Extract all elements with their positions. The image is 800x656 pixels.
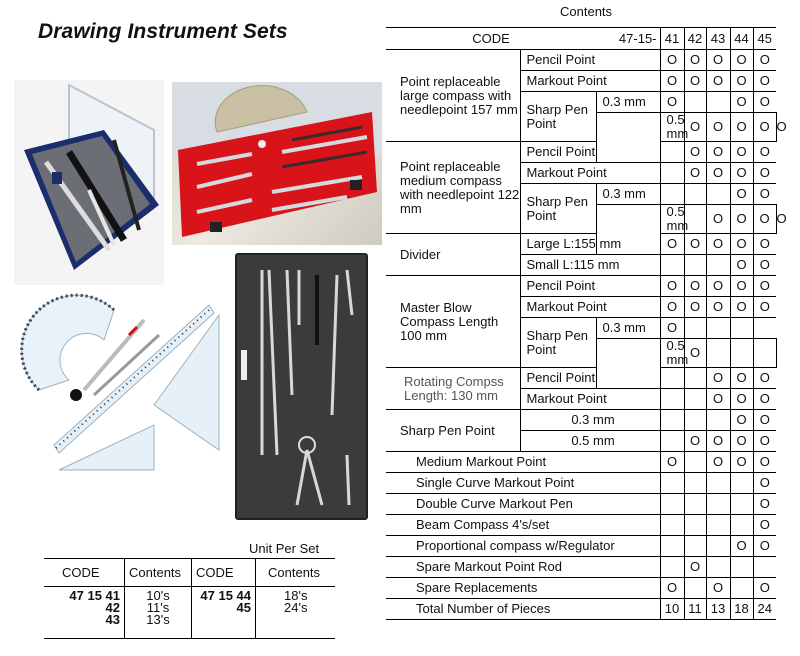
size-label: 0.3 mm xyxy=(596,318,660,339)
code-value: 43 xyxy=(105,612,120,627)
mark-cell: O xyxy=(730,113,753,142)
mark-cell xyxy=(684,318,706,339)
mark-cell: O xyxy=(753,297,776,318)
mark-cell: O xyxy=(706,368,730,389)
mark-cell xyxy=(684,184,706,205)
mark-cell: O xyxy=(684,557,706,578)
size-label: 0.5 mm xyxy=(520,431,660,452)
item-label: Beam Compass 4's/set xyxy=(386,515,660,536)
mark-cell xyxy=(706,515,730,536)
mark-cell xyxy=(660,184,684,205)
table-row xyxy=(386,276,776,297)
size-label: 0.3 mm xyxy=(596,92,660,113)
col-43: 43 xyxy=(706,28,730,50)
sub-label: Large L:155 mm xyxy=(520,234,660,255)
mark-cell: O xyxy=(706,50,730,71)
sub-label: Pencil Point xyxy=(520,276,660,297)
sub-label: Markout Point xyxy=(520,389,660,410)
mark-cell: O xyxy=(730,50,753,71)
item-label: Single Curve Markout Point xyxy=(386,473,660,494)
mark-cell xyxy=(753,339,776,368)
mark-cell: 11 xyxy=(684,599,706,620)
mark-cell: O xyxy=(730,410,753,431)
sub-label: Markout Point xyxy=(520,297,660,318)
mark-cell: O xyxy=(730,431,753,452)
mark-cell: O xyxy=(753,515,776,536)
mark-cell: O xyxy=(753,578,776,599)
mark-cell: O xyxy=(753,255,776,276)
mark-cell: O xyxy=(753,368,776,389)
mark-cell: O xyxy=(706,276,730,297)
mark-cell: O xyxy=(706,163,730,184)
mark-cell: O xyxy=(660,92,684,113)
sub-label: Markout Point xyxy=(520,163,660,184)
mark-cell xyxy=(660,431,684,452)
mark-cell: O xyxy=(730,142,753,163)
mark-cell xyxy=(706,255,730,276)
mark-cell: O xyxy=(684,71,706,92)
mark-cell xyxy=(660,255,684,276)
mark-cell: 24 xyxy=(753,599,776,620)
mark-cell: O xyxy=(730,184,753,205)
mark-cell: O xyxy=(753,494,776,515)
contents-value: 11's xyxy=(146,600,170,615)
right-codes xyxy=(192,587,256,639)
mark-cell: O xyxy=(753,163,776,184)
unit-per-set-table xyxy=(44,558,335,639)
mark-cell xyxy=(753,318,776,339)
mark-cell: O xyxy=(753,452,776,473)
mark-cell xyxy=(753,557,776,578)
mark-cell: O xyxy=(706,234,730,255)
mark-cell: O xyxy=(706,431,730,452)
mark-cell xyxy=(684,452,706,473)
mark-cell: O xyxy=(753,205,776,234)
mark-cell: O xyxy=(684,113,706,142)
mark-cell: O xyxy=(684,276,706,297)
mark-cell: O xyxy=(706,297,730,318)
col-45: 45 xyxy=(753,28,776,50)
mark-cell: O xyxy=(730,71,753,92)
mark-cell xyxy=(730,473,753,494)
item-label: Spare Markout Point Rod xyxy=(386,557,660,578)
left-contents xyxy=(125,587,192,639)
contents-value: 18's xyxy=(284,588,308,603)
right-contents xyxy=(256,587,336,639)
table-row xyxy=(386,515,776,536)
group-label: Sharp Pen Point xyxy=(386,410,520,452)
col-41: 41 xyxy=(660,28,684,50)
unit-per-set-caption: Unit Per Set xyxy=(249,541,320,556)
mark-cell: O xyxy=(706,205,730,234)
mark-cell xyxy=(684,578,706,599)
page-title: Drawing Instrument Sets xyxy=(38,20,288,43)
mark-cell: O xyxy=(660,276,684,297)
table-row xyxy=(386,234,776,255)
mark-cell: O xyxy=(684,339,706,368)
mark-cell: O xyxy=(753,276,776,297)
mark-cell xyxy=(706,410,730,431)
mark-cell: O xyxy=(660,71,684,92)
mark-cell xyxy=(706,184,730,205)
mark-cell: O xyxy=(660,452,684,473)
mark-cell: O xyxy=(730,234,753,255)
mark-cell: O xyxy=(660,50,684,71)
group-label: Divider xyxy=(386,234,520,276)
mark-cell: O xyxy=(753,71,776,92)
mark-cell xyxy=(730,557,753,578)
contents-caption: Contents xyxy=(560,4,613,19)
mark-cell xyxy=(706,339,730,368)
header-contents: Contents xyxy=(125,559,192,587)
size-label: 0.3 mm xyxy=(596,184,660,205)
sub-label: Pencil Point xyxy=(520,50,660,71)
mark-cell: 18 xyxy=(730,599,753,620)
item-label: Double Curve Markout Pen xyxy=(386,494,660,515)
mark-cell xyxy=(684,255,706,276)
code-prefix: 47-15- xyxy=(596,28,660,50)
mark-cell xyxy=(684,389,706,410)
table-row xyxy=(386,410,776,431)
header-row xyxy=(386,28,776,50)
mark-cell: O xyxy=(684,50,706,71)
photo-grey-case-set xyxy=(235,253,368,520)
table-row xyxy=(386,578,776,599)
mark-cell: O xyxy=(660,234,684,255)
table-row: 0.5 mm O O O O xyxy=(386,205,776,234)
code-value: 42 xyxy=(105,600,120,615)
mark-cell xyxy=(730,494,753,515)
mark-cell xyxy=(684,515,706,536)
mark-cell: O xyxy=(753,234,776,255)
size-label: 0.5 mm xyxy=(660,205,684,234)
mark-cell: O xyxy=(706,389,730,410)
mark-cell: O xyxy=(753,92,776,113)
mark-cell xyxy=(660,557,684,578)
mark-cell: O xyxy=(660,318,684,339)
mark-cell: O xyxy=(706,142,730,163)
mark-cell xyxy=(730,339,753,368)
group-label: Point replaceable medium compass with needlepoint 122 mm xyxy=(386,142,520,234)
mark-cell xyxy=(660,163,684,184)
table-row xyxy=(386,494,776,515)
size-label: 0.5 mm xyxy=(660,113,684,142)
mark-cell: 13 xyxy=(706,599,730,620)
code-label: CODE xyxy=(386,28,596,50)
mark-cell: O xyxy=(706,452,730,473)
mark-cell xyxy=(706,318,730,339)
item-label: Proportional compass w/Regulator xyxy=(386,536,660,557)
mark-cell: O xyxy=(753,389,776,410)
mark-cell: O xyxy=(684,431,706,452)
col-44: 44 xyxy=(730,28,753,50)
sub-label: Sharp Pen Point xyxy=(520,318,596,368)
mark-cell: 10 xyxy=(660,599,684,620)
mark-cell: O xyxy=(730,92,753,113)
mark-cell: O xyxy=(730,368,753,389)
sub-label: Small L:115 mm xyxy=(520,255,660,276)
mark-cell xyxy=(706,92,730,113)
mark-cell xyxy=(684,494,706,515)
mark-cell xyxy=(660,536,684,557)
mark-cell: O xyxy=(753,410,776,431)
group-label: Point replaceable large compass with needlepoint 157 mm xyxy=(386,50,520,142)
table-row xyxy=(386,368,776,389)
item-label: Medium Markout Point xyxy=(386,452,660,473)
mark-cell xyxy=(684,368,706,389)
code-value: 45 xyxy=(236,600,251,615)
mark-cell xyxy=(684,92,706,113)
mark-cell: O xyxy=(730,163,753,184)
mark-cell: O xyxy=(753,473,776,494)
mark-cell: O xyxy=(753,184,776,205)
table-row xyxy=(386,473,776,494)
mark-cell xyxy=(706,536,730,557)
mark-cell xyxy=(660,368,684,389)
mark-cell: O xyxy=(730,276,753,297)
item-label: Spare Replacements xyxy=(386,578,660,599)
table-row xyxy=(386,557,776,578)
mark-cell xyxy=(684,536,706,557)
table-row xyxy=(386,536,776,557)
left-codes xyxy=(44,587,125,639)
mark-cell xyxy=(660,473,684,494)
sub-label: Sharp Pen Point xyxy=(520,92,596,142)
size-label: 0.3 mm xyxy=(520,410,660,431)
mark-cell: O xyxy=(684,297,706,318)
mark-cell xyxy=(730,515,753,536)
mark-cell xyxy=(730,578,753,599)
mark-cell xyxy=(660,389,684,410)
mark-cell: O xyxy=(730,255,753,276)
photo-rulers-protractor xyxy=(14,285,226,480)
mark-cell: O xyxy=(730,389,753,410)
group-label: Master Blow Compass Length 100 mm xyxy=(386,276,520,368)
mark-cell: O xyxy=(660,578,684,599)
size-label: 0.5 mm xyxy=(660,339,684,368)
sub-label: Pencil Point xyxy=(520,142,660,163)
mark-cell: O xyxy=(706,578,730,599)
mark-cell xyxy=(730,318,753,339)
mark-cell: O xyxy=(753,536,776,557)
header-contents-2: Contents xyxy=(256,559,336,587)
mark-cell: O xyxy=(706,71,730,92)
sub-label: Markout Point xyxy=(520,71,660,92)
mark-cell: O xyxy=(684,163,706,184)
mark-cell xyxy=(660,410,684,431)
total-label: Total Number of Pieces xyxy=(386,599,660,620)
mark-cell: O xyxy=(753,142,776,163)
mark-cell: O xyxy=(684,142,706,163)
mark-cell: O xyxy=(730,297,753,318)
code-value: 47 15 44 xyxy=(200,588,251,603)
mark-cell xyxy=(660,515,684,536)
contents-value: 24's xyxy=(284,600,308,615)
photo-red-tray-set xyxy=(172,82,382,245)
mark-cell: O xyxy=(706,113,730,142)
mark-cell: O xyxy=(753,50,776,71)
mark-cell: O xyxy=(753,431,776,452)
contents-value: 13's xyxy=(146,612,170,627)
total-row xyxy=(386,599,776,620)
photo-compass-case xyxy=(14,80,164,285)
mark-cell xyxy=(706,494,730,515)
mark-cell: O xyxy=(730,536,753,557)
sub-label: Sharp Pen Point xyxy=(520,184,596,234)
mark-cell xyxy=(684,410,706,431)
header-code-2: CODE xyxy=(192,559,256,587)
mark-cell: O xyxy=(660,297,684,318)
mark-cell xyxy=(660,494,684,515)
mark-cell: O xyxy=(730,205,753,234)
contents-value: 10's xyxy=(146,588,170,603)
table-row xyxy=(386,142,776,163)
mark-cell xyxy=(706,557,730,578)
table-row: 0.5 mm O O O O O xyxy=(386,113,776,142)
group-label: Rotating Compss Length: 130 mm xyxy=(386,368,520,410)
header-code: CODE xyxy=(44,559,125,587)
mark-cell: O xyxy=(684,234,706,255)
col-42: 42 xyxy=(684,28,706,50)
table-row xyxy=(386,452,776,473)
mark-cell: O xyxy=(753,113,776,142)
contents-table xyxy=(386,27,787,620)
mark-cell: O xyxy=(730,452,753,473)
mark-cell xyxy=(684,473,706,494)
mark-cell xyxy=(706,473,730,494)
sub-label: Pencil Point xyxy=(520,368,660,389)
table-row xyxy=(386,50,776,71)
mark-cell xyxy=(660,142,684,163)
code-value: 47 15 41 xyxy=(69,588,120,603)
